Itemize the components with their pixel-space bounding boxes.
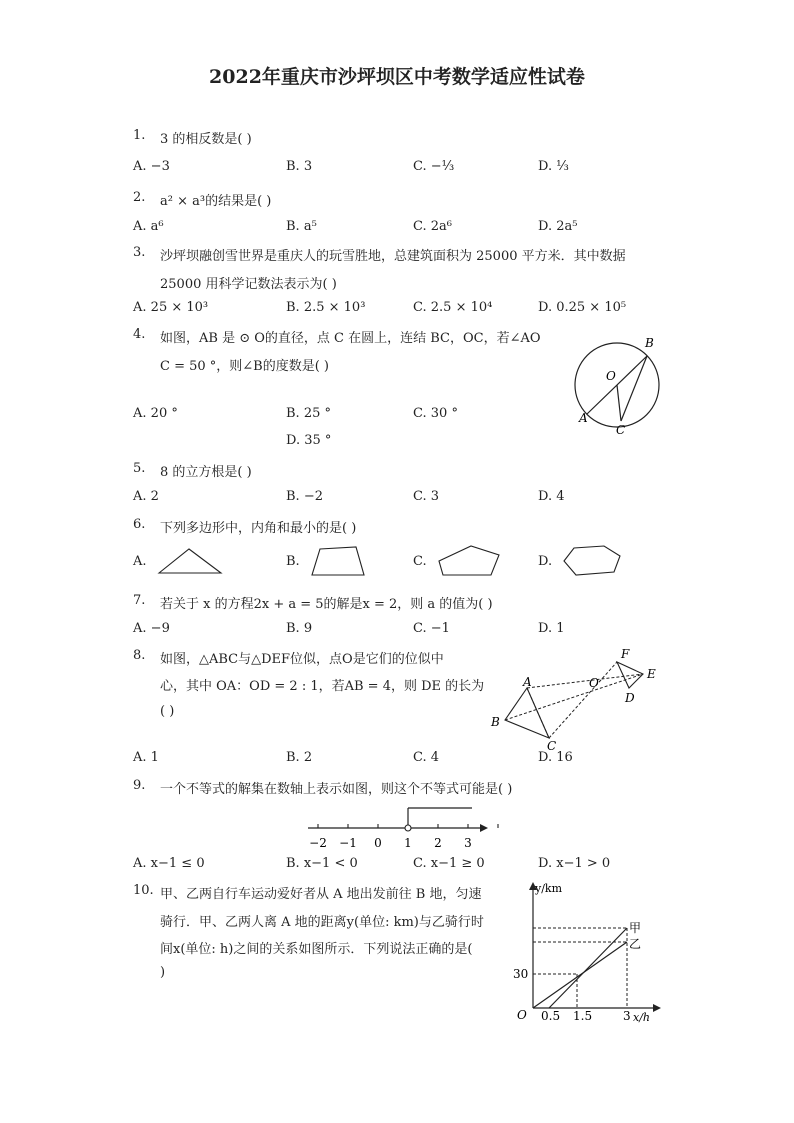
x-tick-1-5: 1.5 — [573, 1009, 593, 1023]
q5-option-d: D. 4 — [538, 489, 565, 504]
tick-label: −2 — [309, 836, 327, 850]
q8-option-b: B. 2 — [286, 750, 313, 765]
q4-option-b: B. 25 ° — [286, 406, 332, 421]
q6-option-d-label: D. — [538, 554, 553, 569]
question-1-number: 1. — [133, 128, 146, 143]
series-jia-line — [549, 928, 627, 1008]
label-b: B — [491, 715, 500, 729]
y-axis-label: y/km — [535, 882, 563, 895]
series-jia-label: 甲 — [629, 921, 642, 935]
q4-option-a: A. 20 ° — [133, 406, 178, 421]
question-3-text-line1: 沙坪坝融创雪世界是重庆人的玩雪胜地，总建筑面积为 25000 平方米．其中数据 — [160, 249, 626, 264]
origin-label: O — [517, 1008, 527, 1022]
question-9-number: 9. — [133, 778, 146, 793]
q2-option-b: B. a⁵ — [286, 219, 317, 234]
question-10-text-line3: 间x(单位: h)之间的关系如图所示．下列说法正确的是( — [160, 942, 473, 957]
number-line-figure — [300, 800, 500, 852]
q5-option-a: A. 2 — [133, 489, 159, 504]
q7-option-d: D. 1 — [538, 621, 565, 636]
q6-option-a-label: A. — [133, 554, 147, 569]
x-axis-label: x/h — [633, 1011, 650, 1024]
q9-option-a: A. x−1 ≤ 0 — [133, 856, 205, 871]
question-3-text-line2: 25000 用科学记数法表示为( ) — [160, 277, 337, 292]
q1-option-b: B. 3 — [286, 159, 313, 174]
q2-option-a: A. a⁶ — [133, 219, 164, 234]
question-8-text-line2: 心，其中 OA：OD = 2 : 1，若AB = 4，则 DE 的长为 — [160, 679, 485, 694]
label-o: O — [589, 676, 599, 690]
label-b: B — [645, 336, 654, 350]
tick-label: 1 — [404, 836, 412, 850]
q7-option-a: A. −9 — [133, 621, 170, 636]
series-yi-label: 乙 — [629, 937, 642, 951]
question-5-text: 8 的立方根是( ) — [160, 465, 252, 480]
tick-label: 2 — [434, 836, 442, 850]
question-8-text-line1: 如图，△ABC与△DEF位似，点O是它们的位似中 — [160, 652, 444, 667]
question-7-text: 若关于 x 的方程2x + a = 5的解是x = 2，则 a 的值为( ) — [160, 597, 493, 612]
q4-option-c: C. 30 ° — [413, 406, 458, 421]
q5-option-b: B. −2 — [286, 489, 323, 504]
question-6-number: 6. — [133, 517, 146, 532]
label-f: F — [621, 647, 630, 661]
label-c: C — [547, 739, 557, 753]
x-tick-3: 3 — [623, 1009, 631, 1023]
q9-option-b: B. x−1 < 0 — [286, 856, 358, 871]
tick-label: 3 — [464, 836, 472, 850]
x-tick-0-5: 0.5 — [541, 1009, 561, 1023]
series-yi-line — [533, 942, 627, 1008]
q2-option-d: D. 2a⁵ — [538, 219, 578, 234]
q1-option-c: C. −⅓ — [413, 159, 455, 174]
arrow-head — [480, 824, 488, 832]
question-1-text: 3 的相反数是( ) — [160, 132, 252, 147]
label-c: C — [616, 423, 626, 437]
q4-option-d: D. 35 ° — [286, 433, 332, 448]
question-10-text-line1: 甲、乙两自行车运动爱好者从 A 地出发前往 B 地，匀速 — [160, 887, 482, 902]
hexagon-shape — [560, 543, 626, 579]
triangle-shape — [155, 545, 225, 577]
tick-label: −1 — [339, 836, 357, 850]
q7-option-c: C. −1 — [413, 621, 450, 636]
question-6-text: 下列多边形中，内角和最小的是( ) — [160, 521, 357, 536]
q6-option-b-label: B. — [286, 554, 300, 569]
question-2-number: 2. — [133, 190, 146, 205]
q3-option-a: A. 25 × 10³ — [133, 300, 209, 315]
q1-option-d: D. ⅓ — [538, 159, 569, 174]
question-2-text: a² × a³的结果是( ) — [160, 194, 272, 209]
similar-triangles-figure — [485, 640, 665, 755]
label-e: E — [647, 667, 656, 681]
question-10-text-line4: ) — [160, 965, 166, 980]
q8-option-a: A. 1 — [133, 750, 159, 765]
distance-time-graph — [505, 878, 670, 1026]
q5-option-c: C. 3 — [413, 489, 440, 504]
label-o: O — [606, 369, 616, 383]
triangle-abc — [505, 688, 549, 738]
q9-option-c: C. x−1 ≥ 0 — [413, 856, 485, 871]
q2-option-c: C. 2a⁶ — [413, 219, 452, 234]
q8-option-c: C. 4 — [413, 750, 440, 765]
segment-bc — [621, 356, 647, 421]
question-3-number: 3. — [133, 245, 146, 260]
question-8-text-line3: ( ) — [160, 704, 175, 719]
label-d: D — [625, 691, 635, 705]
circle-figure — [565, 330, 675, 440]
label-a: A — [579, 411, 588, 425]
q8-option-d: D. 16 — [538, 750, 573, 765]
question-4-number: 4. — [133, 327, 146, 342]
open-circle — [405, 825, 411, 831]
segment-oc — [617, 385, 621, 421]
question-10-number: 10. — [133, 883, 154, 898]
page-title: 2022年重庆市沙坪坝区中考数学适应性试卷 — [209, 66, 585, 88]
tick-label: 0 — [374, 836, 382, 850]
quadrilateral-shape — [308, 545, 368, 579]
question-4-text-line1: 如图，AB 是 ⊙ O的直径，点 C 在圆上，连结 BC，OC，若∠AO — [160, 331, 541, 346]
q3-option-d: D. 0.25 × 10⁵ — [538, 300, 627, 315]
question-7-number: 7. — [133, 593, 146, 608]
label-a: A — [523, 675, 532, 689]
q1-option-a: A. −3 — [133, 159, 170, 174]
q3-option-b: B. 2.5 × 10³ — [286, 300, 366, 315]
q3-option-c: C. 2.5 × 10⁴ — [413, 300, 493, 315]
q6-option-c-label: C. — [413, 554, 427, 569]
question-4-text-line2: C = 50 °，则∠B的度数是( ) — [160, 359, 330, 374]
question-5-number: 5. — [133, 461, 146, 476]
pentagon-shape — [435, 543, 503, 579]
question-10-text-line2: 骑行．甲、乙两人离 A 地的距离y(单位: km)与乙骑行时 — [160, 915, 484, 930]
y-tick-30: 30 — [513, 967, 529, 981]
q7-option-b: B. 9 — [286, 621, 313, 636]
q9-option-d: D. x−1 > 0 — [538, 856, 611, 871]
question-8-number: 8. — [133, 648, 146, 663]
question-9-text: 一个不等式的解集在数轴上表示如图，则这个不等式可能是( ) — [160, 782, 513, 797]
